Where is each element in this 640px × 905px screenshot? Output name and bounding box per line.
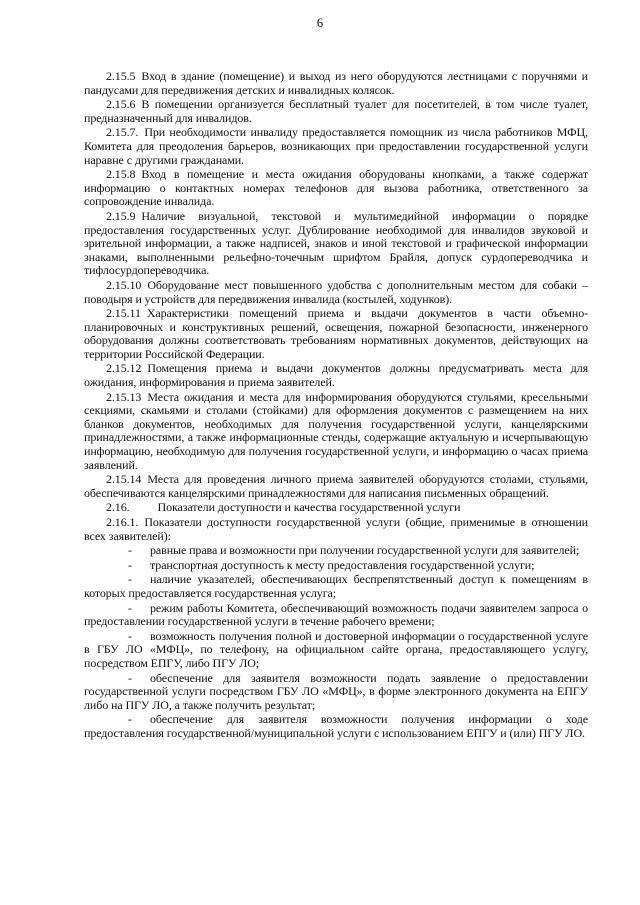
clause-number: 2.16.1. — [106, 515, 139, 529]
page-number: 6 — [316, 16, 324, 30]
clause-number: 2.15.13 — [106, 389, 142, 404]
clause-text: Характеристики помещений приема и выдачи документов в части объемно-планировочных и конструктивных решений, освещения, пожарной безопасности, инженерного оборудования должны соответствовать требованиям нормативных документов, действующих на территории Российской Федерации. — [84, 306, 588, 361]
clause-number: 2.15.6 — [106, 97, 136, 112]
list-item-text: транспортная доступность к месту предоставления государственной услуги; — [150, 557, 535, 572]
clause-number: 2.15.11 — [106, 306, 141, 321]
clause-2-15-9 — [84, 210, 588, 278]
clause-text: Вход в здание (помещение) и выход из него оборудуются лестницами с поручнями и пандусами для передвижения детских и инвалидных колясок. — [84, 69, 588, 97]
clause-number: 2.15.9 — [106, 208, 136, 223]
clause-text: Места для проведения личного приема заявителей оборудуются столами, стульями, обеспечиваются канцелярскими принадлежностями для написания письменных обращений. — [84, 472, 588, 500]
clause-text: Показатели доступности государственной услуги (общие, применимые в отношении всех заявителей): — [84, 515, 588, 543]
document-body — [84, 70, 588, 742]
clause-2-15-6 — [84, 98, 588, 125]
clause-2-15-10 — [84, 279, 588, 306]
list-item-text: возможность получения полной и достоверной информации о государственной услуге в ГБУ ЛО «МФЦ», по телефону, на официальном сайте органа, предоставляющего услугу, посредством ЕПГУ, либо ПГУ ЛО; — [84, 628, 588, 670]
list-dash: - — [128, 712, 132, 727]
list-item — [84, 559, 588, 573]
clause-2-15-11 — [84, 307, 588, 361]
clause-text: Вход в помещение и места ожидания оборудованы кнопками, а также содержат информацию о контактных номерах телефонов для вызова работника, ответственного за сопровождение инвалида. — [84, 167, 588, 209]
clause-number: 2.15.10 — [106, 277, 142, 292]
list-dash: - — [128, 600, 132, 615]
list-item — [84, 573, 588, 600]
list-item — [84, 713, 588, 740]
list-item-text: режим работы Комитета, обеспечивающий возможность подачи заявителем запроса о предоставлении государственной услуги в течение рабочего времени; — [84, 600, 588, 629]
clause-2-15-8 — [84, 168, 588, 209]
section-heading-text: Показатели доступности и качества государственной услуги — [157, 500, 461, 515]
clause-number: 2.15.5 — [106, 69, 136, 83]
clause-text: Места ожидания и места для информирования оборудуются стульями, кресельными секциями, скамьями и столами (стойками) для оформления документов с размещением на них бланков документов, необходимых для получения государственной услуги, канцелярскими принадлежностями, а также информационные стенды, содержащие актуальную и исчерпывающую информацию, необходимую для получения государственной услуги, и информацию о часах приема заявлений. — [84, 389, 588, 472]
clause-number: 2.15.12 — [106, 361, 142, 376]
clause-number: 2.15.14 — [106, 472, 142, 487]
clause-2-15-14 — [84, 473, 588, 500]
section-heading-2-16 — [84, 501, 588, 515]
clause-2-15-12 — [84, 362, 588, 389]
list-dash: - — [128, 557, 132, 572]
list-item — [84, 672, 588, 713]
clause-2-15-13 — [84, 391, 588, 473]
list-item — [84, 602, 588, 629]
list-item-text: обеспечение для заявителя возможности подать заявление о предоставлении государственной услуги посредством ГБУ ЛО «МФЦ», в форме электронного документа на ЕПГУ либо на ПГУ ЛО, а также получить результат; — [84, 670, 588, 712]
list-dash: - — [128, 670, 132, 685]
list-item-text: обеспечение для заявителя возможности получения информации о ходе предоставления государственной/муниципальной услуги с использованием ЕПГУ и (или) ПГУ ЛО. — [84, 712, 588, 740]
list-item — [84, 544, 588, 558]
list-dash: - — [128, 543, 132, 558]
list-item — [84, 630, 588, 671]
clause-number: 2.15.7. — [106, 125, 139, 140]
list-dash: - — [128, 628, 132, 643]
list-item-text: равные права и возможности при получении государственной услуги для заявителей; — [150, 543, 580, 558]
clause-text: Наличие визуальной, текстовой и мультимедийной информации о порядке предоставления государственных услуг. Дублирование необходимой для инвалидов звуковой и зрительной информации, а также надписей, знаков и иной текстовой и графической информации знаками, выполненными рельефно-точечным шрифтом Брайля, допуск сурдопереводчика и тифлосурдопереводчика. — [84, 208, 588, 278]
clause-2-16-1 — [84, 516, 588, 543]
clause-text: В помещении организуется бесплатный туалет для посетителей, в том числе туалет, предназначенный для инвалидов. — [84, 97, 588, 125]
clause-text: Оборудование мест повышенного удобства с дополнительным местом для собаки – поводыря и устройств для передвижения инвалида (костылей, ходунков). — [84, 277, 588, 306]
list-item-text: наличие указателей, обеспечивающих беспрепятственный доступ к помещениям в которых предоставляется государственная услуга; — [84, 572, 588, 600]
list-dash: - — [128, 572, 132, 587]
clause-text: При необходимости инвалиду предоставляется помощник из числа работников МФЦ, Комитета для преодоления барьеров, возникающих при предоставлении государственной услуги наравне с другими гражданами. — [84, 125, 588, 167]
clause-2-15-7 — [84, 126, 588, 167]
clause-number: 2.15.8 — [106, 167, 136, 182]
clause-text: Помещения приема и выдачи документов должны предусматривать места для ожидания, информирования и приема заявителей. — [84, 361, 588, 390]
clause-2-15-5 — [84, 70, 588, 97]
clause-number: 2.16. — [106, 500, 130, 515]
